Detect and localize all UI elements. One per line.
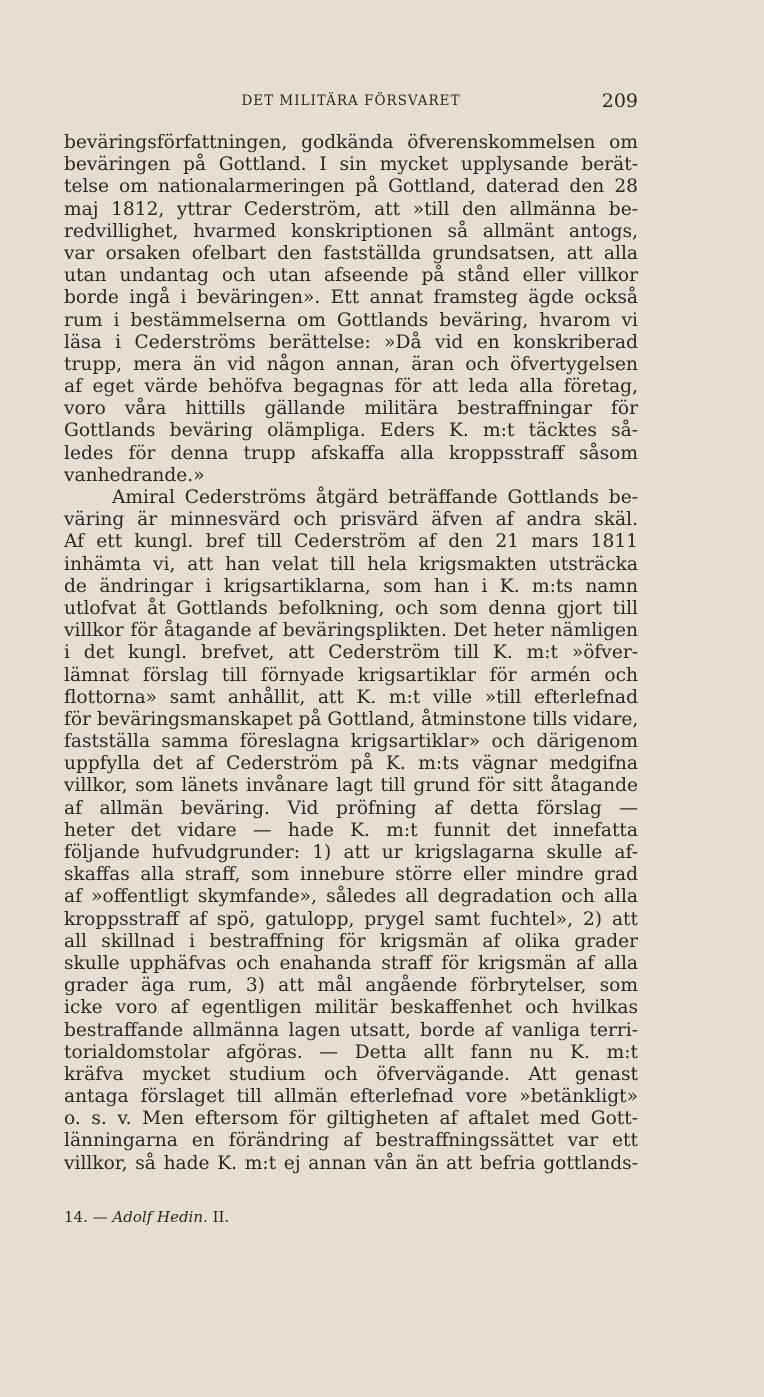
text-line: flottorna» samt anhållit, att K. m:t ville »till efterlefnad [64, 686, 638, 708]
text-line: kroppsstraff af spö, gatulopp, prygel samt fuchtel», 2) att [64, 908, 638, 930]
text-line: antaga förslaget till allmän efterlefnad vore »betänkligt» [64, 1086, 638, 1108]
text-line: all skillnad i bestraffning för krigsmän af olika grader [64, 930, 638, 952]
text-line: villkor för åtagande af beväringsplikten. Det heter nämligen [64, 620, 638, 642]
text-line: villkor, som länets invånare lagt till grund för sitt åtagande [64, 775, 638, 797]
text-line: telse om nationalarmeringen på Gottland, daterad den 28 [64, 176, 638, 198]
text-line: af allmän beväring. Vid pröfning af detta förslag — [64, 797, 638, 819]
text-line: Gottlands beväring olämpliga. Eders K. m:t täcktes så- [64, 420, 638, 442]
text-line: skaffas alla straff, som innebure större eller mindre grad [64, 864, 638, 886]
text-line: beväringen på Gottland. I sin mycket upplysande berät- [64, 154, 638, 176]
body-text [64, 132, 638, 1175]
text-line: bestraffande allmänna lagen utsatt, borde af vanliga terri- [64, 1019, 638, 1041]
text-line: läsa i Cederströms berättelse: »Då vid en konskriberad [64, 331, 638, 353]
text-line: för beväringsmanskapet på Gottland, åtminstone tills vidare, [64, 708, 639, 730]
text-line: vanhedrande.» [64, 464, 205, 486]
text-line: Amiral Cederströms åtgärd beträffande Gottlands be- [112, 487, 638, 508]
text-line: var orsaken ofelbart den fastställda grundsatsen, att alla [64, 242, 638, 264]
text-line: rum i bestämmelserna om Gottlands beväring, hvarom vi [64, 309, 638, 331]
text-line: uppfylla det af Cederström på K. m:ts vägnar medgifna [64, 753, 638, 775]
text-line: utan undantag och utan afseende på stånd eller villkor [64, 265, 638, 287]
text-line: af »offentligt skymfande», således all degradation och alla [64, 886, 638, 908]
page-footer [64, 1208, 229, 1226]
text-line: i det kungl. brefvet, att Cederström till K. m:t »öfver- [64, 642, 638, 664]
text-line: grader äga rum, 3) att mål angående förbrytelser, som [64, 975, 638, 997]
text-line: de ändringar i krigsartiklarna, som han i K. m:ts namn [64, 575, 638, 597]
text-line: borde ingå i beväringen». Ett annat framsteg ägde också [64, 287, 638, 309]
text-line: lämnat förslag till förnyade krigsartiklar för armén och [64, 664, 638, 686]
footer-author: Adolf Hedin. [112, 1208, 208, 1226]
signature-mark: 14. — [64, 1208, 108, 1226]
text-line: voro våra hittills gällande militära bestraffningar för [64, 398, 638, 420]
text-line: redvillighet, hvarmed konskriptionen så allmänt antogs, [64, 220, 638, 242]
text-line: väring är minnesvärd och prisvärd äfven af andra skäl. [64, 509, 638, 531]
text-line: ledes för denna trupp afskaffa alla kroppsstraff såsom [64, 442, 638, 464]
text-line: torialdomstolar afgöras. — Detta allt fann nu K. m:t [64, 1041, 638, 1063]
page-number: 209 [601, 90, 638, 112]
text-line: o. s. v. Men eftersom för giltigheten af aftalet med Gott- [64, 1108, 638, 1130]
text-line: följande hufvudgrunder: 1) att ur krigslagarna skulle af- [64, 842, 638, 863]
text-line: heter det vidare — hade K. m:t funnit det innefatta [64, 819, 638, 841]
text-line: Af ett kungl. bref till Cederström af den 21 mars 1811 [64, 531, 638, 553]
text-line: maj 1812, yttrar Cederström, att »till den allmänna be- [64, 198, 638, 220]
text-line: skulle upphäfvas och enahanda straff för krigsmän af alla [64, 952, 638, 974]
text-line: trupp, mera än vid någon annan, äran och öfvertygelsen [64, 353, 638, 375]
running-title: DET MILITÄRA FÖRSVARET [241, 93, 461, 109]
volume-number: II. [212, 1208, 230, 1226]
text-line: kräfva mycket studium och öfvervägande. Att genast [64, 1063, 638, 1085]
text-line: utlofvat åt Gottlands befolkning, och som denna gjort till [64, 597, 638, 619]
text-line: af eget värde behöfva begagnas för att leda alla företag, [64, 376, 638, 398]
text-line: inhämta vi, att han velat till hela krigsmakten utsträcka [64, 553, 638, 575]
text-line: villkor, så hade K. m:t ej annan vån än att befria gottlands- [64, 1152, 638, 1174]
text-line: beväringsförfattningen, godkända öfverenskommelsen om [64, 132, 638, 153]
text-line: länningarna en förändring af bestraffningssättet var ett [64, 1130, 638, 1152]
text-line: fastställa samma föreslagna krigsartiklar» och därigenom [64, 731, 638, 753]
text-line: icke voro af egentligen militär beskaffenhet och hvilkas [64, 997, 638, 1019]
page-header [64, 90, 638, 114]
